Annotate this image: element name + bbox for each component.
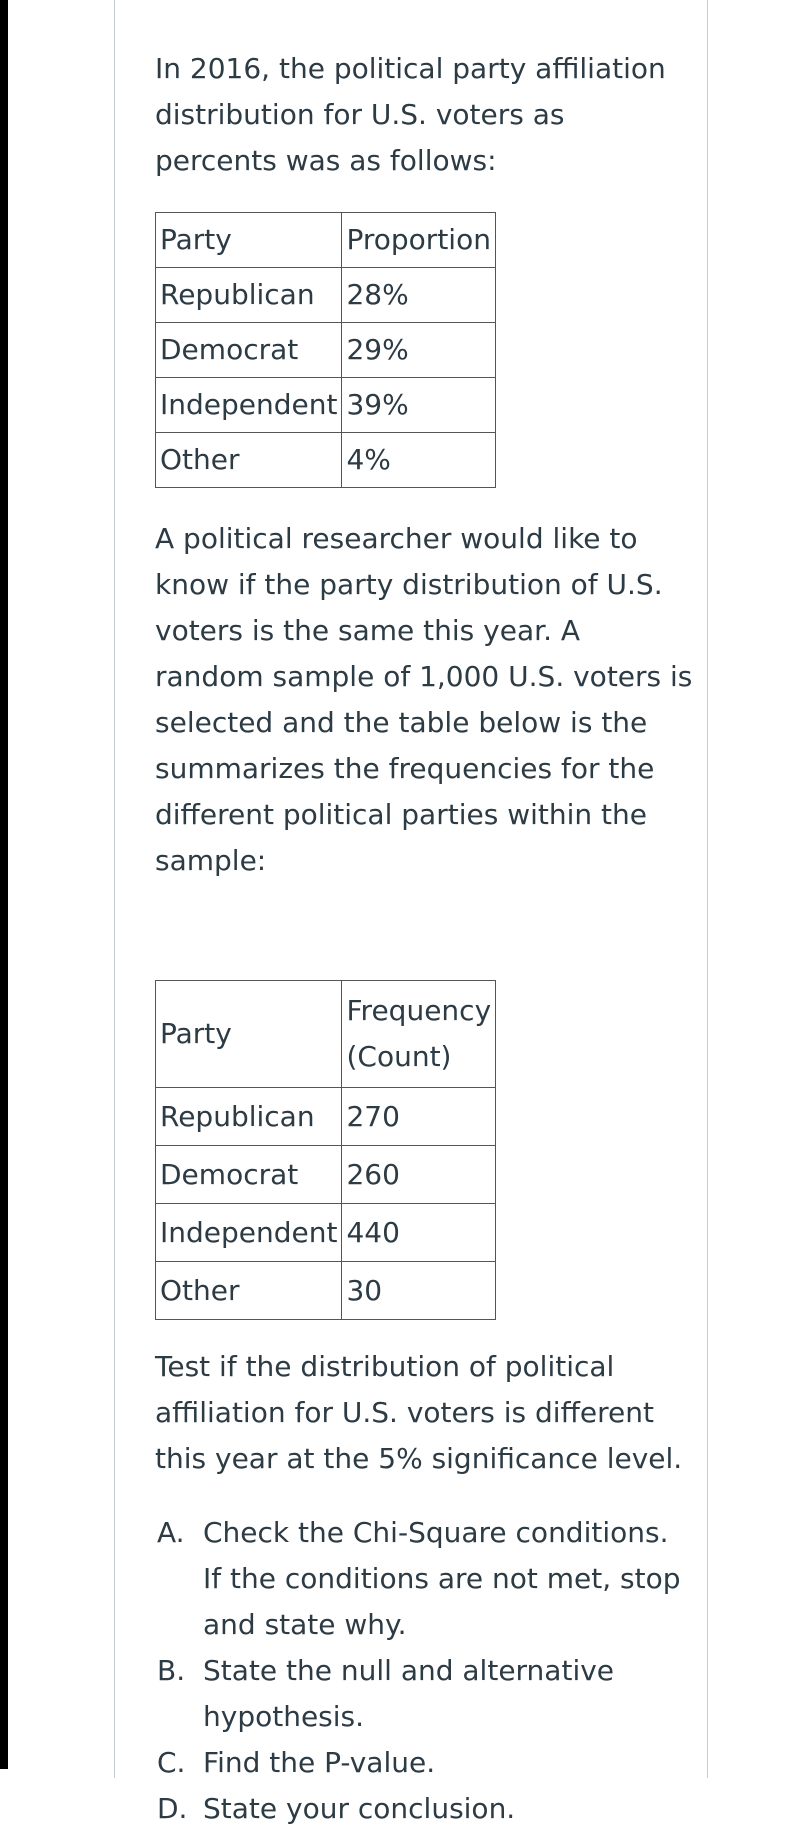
table-cell: Other [156,1262,342,1320]
table-cell: 440 [342,1204,496,1262]
proportion-table [155,212,496,488]
table-cell: 270 [342,1088,496,1146]
list-item-text: State the null and alternative hypothesis. [203,1654,615,1733]
header-cell [342,981,496,1088]
table-header-row [156,213,496,268]
table-cell: Republican [156,268,342,323]
table-row [156,323,496,378]
table-cell: Independent [156,1204,342,1262]
table-cell: 39% [342,378,495,433]
table-cell: 30 [342,1262,496,1320]
question-content [155,46,695,1832]
header-cell: Party [156,981,342,1088]
task-list [155,1510,695,1832]
table-cell: 4% [342,433,495,488]
list-item-text: State your conclusion. [203,1792,516,1825]
header-cell: Party [156,213,342,268]
table-cell: 260 [342,1146,496,1204]
instruction-paragraph: Test if the distribution of political affiliation for U.S. voters is different this year at the 5% significance level. [155,1350,683,1475]
list-marker: A. [157,1516,185,1549]
list-item [155,1648,695,1740]
question-panel [114,0,708,1825]
researcher-paragraph: A political researcher would like to know if the party distribution of U.S. voters is the same this year. A random sample of 1,000 U.S. voters is selected and the table below is the summarizes the frequencies for the different political parties within the sample: [155,522,693,877]
list-item [155,1786,695,1832]
table-row [156,268,496,323]
list-marker: C. [157,1746,186,1779]
table-cell: Democrat [156,1146,342,1204]
list-item-text: Find the P-value. [203,1746,436,1779]
table-row [156,433,496,488]
table-row [156,1088,496,1146]
header-line: Frequency [346,994,492,1027]
table-row [156,1204,496,1262]
window-left-edge [0,0,8,1769]
table-cell: Republican [156,1088,342,1146]
list-marker: B. [157,1654,186,1687]
header-line: (Count) [346,1040,452,1073]
list-item [155,1740,695,1786]
table-cell: 29% [342,323,495,378]
table-cell: Independent [156,378,342,433]
header-cell: Proportion [342,213,495,268]
intro-paragraph: In 2016, the political party affiliation distribution for U.S. voters as percents was as follows: [155,52,666,177]
table-row [156,1146,496,1204]
table-header-row [156,981,496,1088]
table-row [156,1262,496,1320]
list-item [155,1510,695,1648]
list-marker: D. [157,1792,188,1825]
table-row [156,378,496,433]
list-item-text: Check the Chi-Square conditions. If the conditions are not met, stop and state why. [203,1516,681,1641]
frequency-table [155,980,496,1320]
table-cell: 28% [342,268,495,323]
table-cell: Other [156,433,342,488]
table-cell: Democrat [156,323,342,378]
